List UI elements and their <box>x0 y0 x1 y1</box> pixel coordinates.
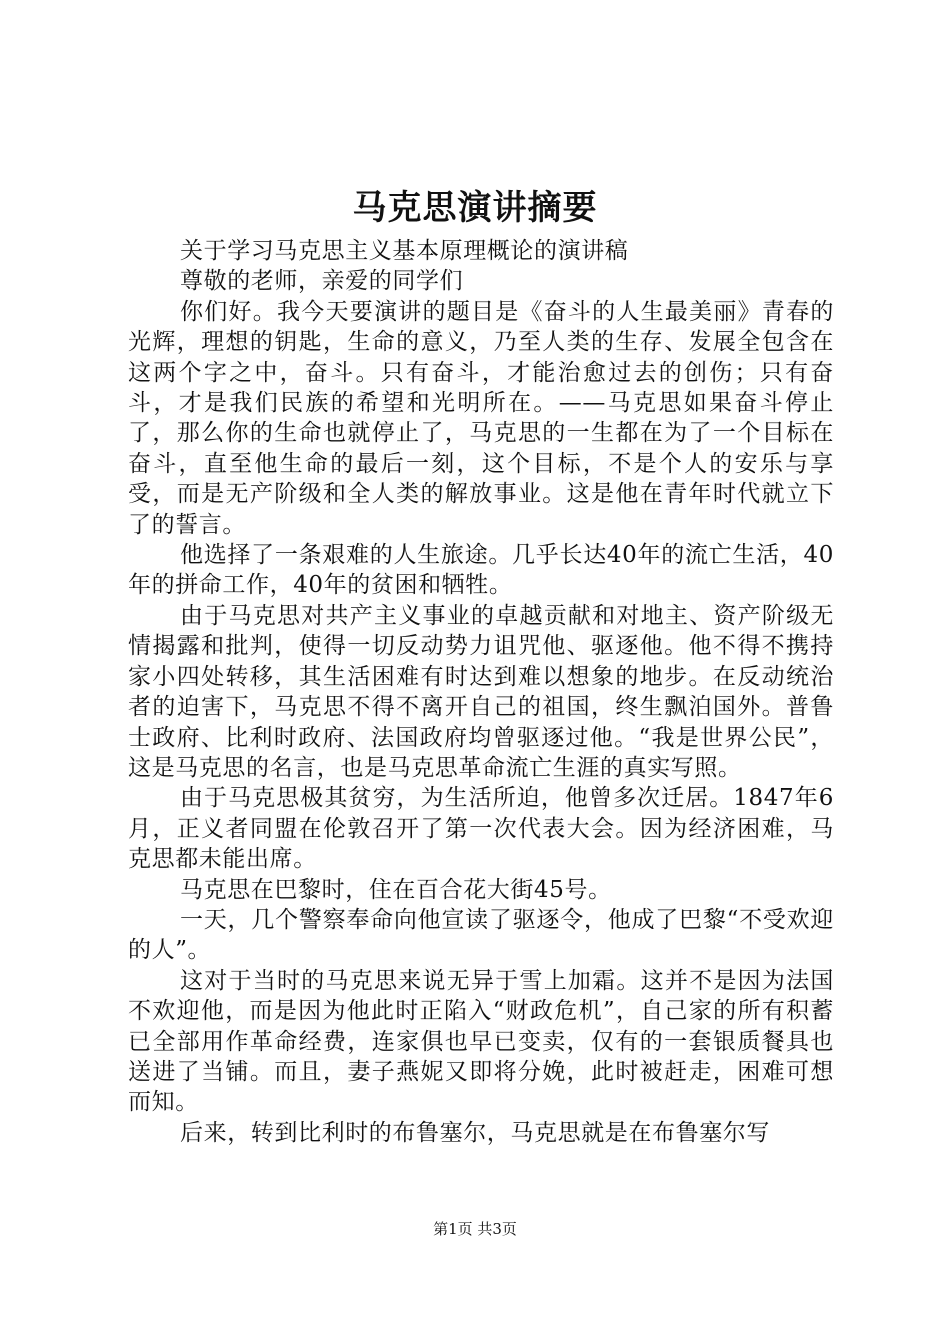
paragraph: 尊敬的老师，亲爱的同学们 <box>180 268 464 295</box>
document-body <box>128 236 834 1148</box>
page-number-footer: 第1页 共3页 <box>433 1220 517 1238</box>
paragraph: 你们好。我今天要演讲的题目是《奋斗的人生最美丽》青春的光辉，理想的钥匙，生命的意义，乃至人类的生存、发展全包含在这两个字之中，奋斗。只有奋斗，才能治愈过去的创伤；只有奋斗，才是我们民族的希望和光明所在。——马克思如果奋斗停止了，那么你的生命也就停止了，马克思的一生都在为了一个目标在奋斗，直至他生命的最后一刻，这个目标，不是个人的安乐与享受，而是无产阶级和全人类的解放事业。这是他在青年时代就立下了的誓言。 <box>128 298 834 538</box>
document-title: 马克思演讲摘要 <box>352 188 598 228</box>
paragraph: 马克思在巴黎时，住在百合花大街45号。 <box>180 876 612 903</box>
paragraph: 关于学习马克思主义基本原理概论的演讲稿 <box>180 238 629 264</box>
paragraph: 他选择了一条艰难的人生旅途。几乎长达40年的流亡生活，40年的拼命工作，40年的贫困和牺牲。 <box>128 542 834 599</box>
paragraph: 这对于当时的马克思来说无异于雪上加霜。这并不是因为法国不欢迎他，而是因为他此时正陷入“财政危机”，自己家的所有积蓄已全部用作革命经费，连家俱也早已变卖，仅有的一套银质餐具也送进了当铺。而且，妻子燕妮又即将分娩，此时被赶走，困难可想而知。 <box>128 967 834 1116</box>
paragraph: 一天，几个警察奉命向他宣读了驱逐令，他成了巴黎“不受欢迎的人”。 <box>128 906 834 964</box>
paragraph: 由于马克思对共产主义事业的卓越贡献和对地主、资产阶级无情揭露和批判，使得一切反动势力诅咒他、驱逐他。他不得不携持家小四处转移，其生活困难有时达到难以想象的地步。在反动统治者的迫害下，马克思不得不离开自己的祖国，终生飘泊国外。普鲁士政府、比利时政府、法国政府均曾驱逐过他。“我是世界公民”，这是马克思的名言，也是马克思革命流亡生涯的真实写照。 <box>128 602 834 781</box>
paragraph: 由于马克思极其贫穷，为生活所迫，他曾多次迁居。1847年6月，正义者同盟在伦敦召开了第一次代表大会。因为经济困难，马克思都未能出席。 <box>128 785 834 873</box>
paragraph: 后来，转到比利时的布鲁塞尔，马克思就是在布鲁塞尔写 <box>180 1119 770 1146</box>
